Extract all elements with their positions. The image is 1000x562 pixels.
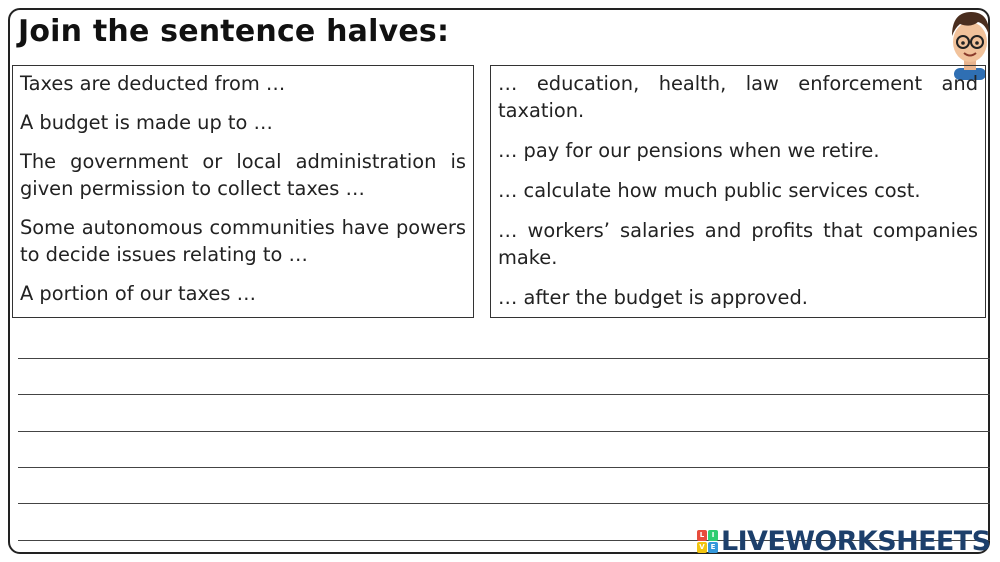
right-half-item: … calculate how much public services cost.	[498, 179, 921, 202]
right-half-item: … education, health, law enforcement and taxation.	[498, 72, 978, 122]
left-half-item: A portion of our taxes …	[20, 282, 256, 305]
logo-cube: L	[697, 530, 707, 541]
left-half-item: A budget is made up to …	[20, 111, 273, 134]
logo-cube: E	[708, 542, 718, 553]
logo-cubes	[697, 530, 718, 553]
answer-line[interactable]	[18, 394, 990, 395]
liveworksheets-logo	[697, 525, 990, 557]
right-half-item: … workers’ salaries and profits that companies make.	[498, 219, 978, 269]
worksheet-title: Join the sentence halves:	[18, 14, 450, 49]
answer-line[interactable]	[18, 431, 990, 432]
answer-line[interactable]	[18, 467, 990, 468]
right-half-item: … pay for our pensions when we retire.	[498, 139, 880, 162]
left-half-item: The government or local administration is given permission to collect taxes …	[20, 150, 466, 200]
answer-line[interactable]	[18, 503, 990, 504]
logo-text: LIVEWORKSHEETS	[721, 525, 991, 557]
logo-cube: I	[708, 530, 718, 541]
left-half-item: Some autonomous communities have powers to decide issues relating to …	[20, 216, 466, 266]
right-halves-box	[490, 65, 986, 318]
right-half-item: … after the budget is approved.	[498, 286, 808, 309]
left-halves-box	[12, 65, 474, 318]
left-half-item: Taxes are deducted from …	[20, 72, 286, 95]
answer-line[interactable]	[18, 358, 990, 359]
logo-cube: V	[697, 542, 707, 553]
